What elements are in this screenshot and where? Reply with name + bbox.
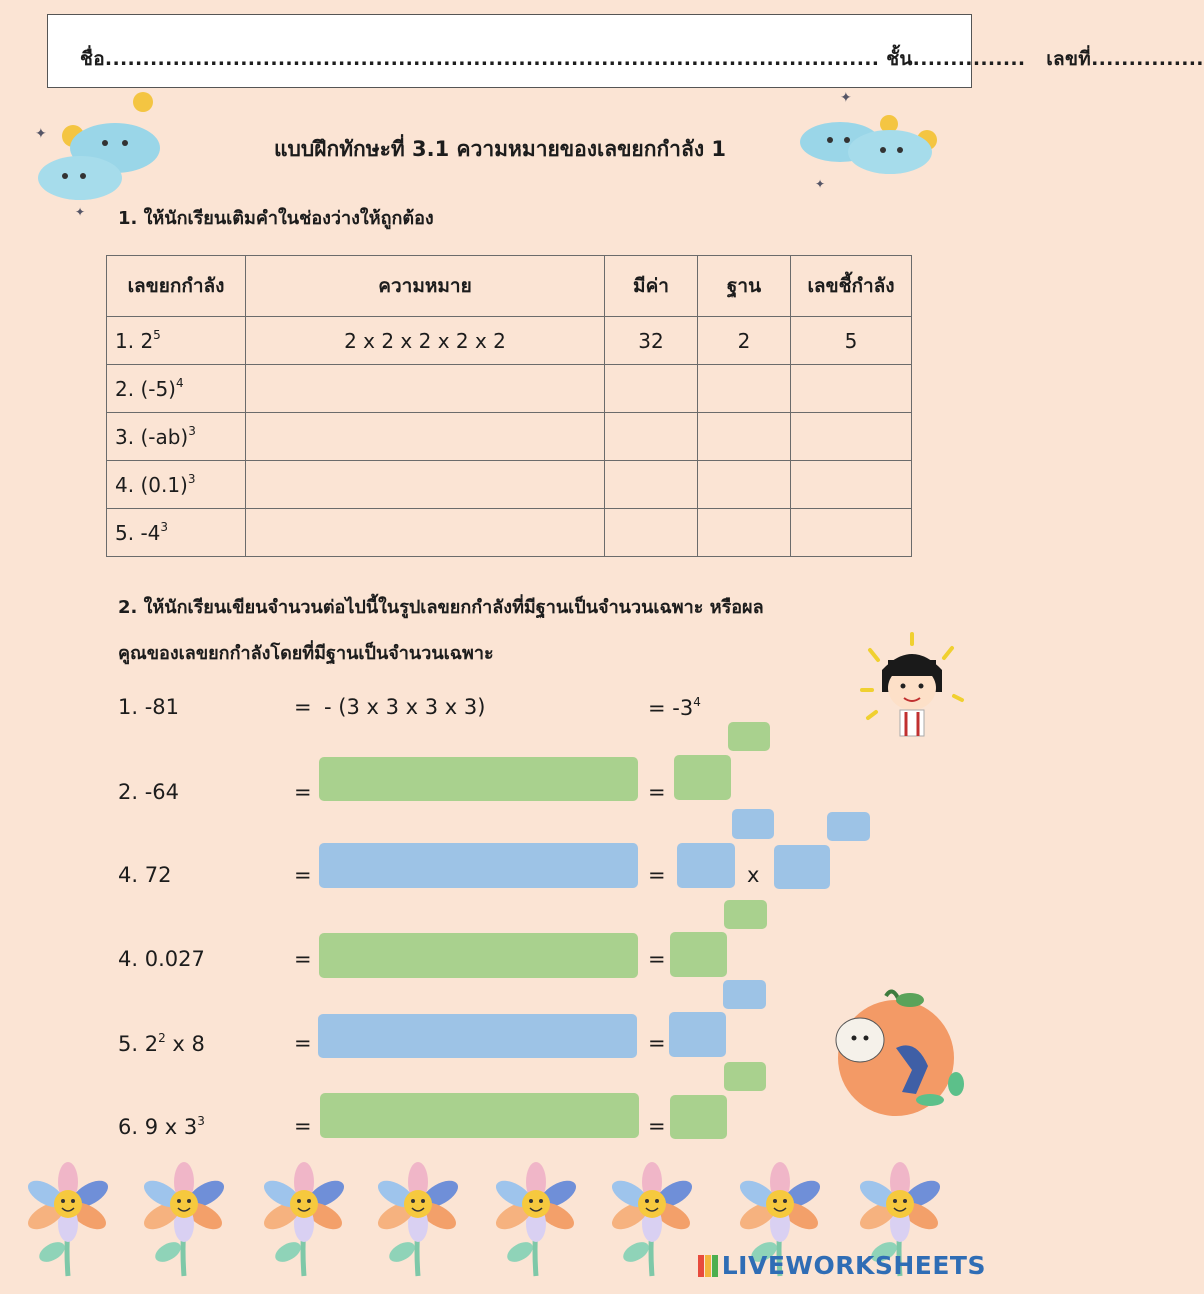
col-header-power: เลขยกกำลัง (107, 256, 246, 317)
example-answer: = $-3^4$ (648, 695, 701, 720)
girl-sticker (858, 630, 966, 740)
expansion-input[interactable] (318, 1014, 637, 1058)
equals-sign: = (294, 1114, 312, 1138)
base-cell: 2 (698, 317, 791, 365)
equals-sign: = (294, 1031, 312, 1055)
svg-text:✦: ✦ (35, 126, 47, 142)
table-row (107, 413, 912, 461)
base-input-cell[interactable] (698, 365, 791, 413)
col-header-exponent: เลขชี้กำลัง (791, 256, 912, 317)
table-row (107, 365, 912, 413)
exponent-input[interactable] (724, 1062, 766, 1091)
value-input-cell[interactable] (605, 413, 698, 461)
base-input-2[interactable] (774, 845, 830, 889)
liveworksheets-logo: LIVEWORKSHEETS (698, 1251, 986, 1280)
equals-sign: = (294, 947, 312, 971)
power-cell: 1. $2^5$ (107, 317, 246, 365)
table-row (107, 461, 912, 509)
equals-sign: = (648, 1031, 666, 1055)
svg-text:✦: ✦ (840, 90, 852, 106)
equals-sign: = (648, 947, 666, 971)
meaning-input-cell[interactable] (246, 509, 605, 557)
section2-instruction-line2: คูณของเลขยกกำลังโดยที่มีฐานเป็นจำนวนเฉพาะ (118, 643, 494, 664)
base-input[interactable] (674, 755, 731, 800)
class-label: ชั้น (886, 48, 913, 70)
value-input-cell[interactable] (605, 461, 698, 509)
svg-text:✦: ✦ (75, 205, 86, 219)
section2-instruction-line1: 2. ให้นักเรียนเขียนจำนวนต่อไปนี้ในรูปเลขยกกำลังที่มีฐานเป็นจำนวนเฉพาะ หรือผล (118, 597, 764, 618)
example-equals: = (294, 695, 312, 719)
exponent-input[interactable] (728, 722, 770, 751)
exponent-input-2[interactable] (827, 812, 870, 841)
table-row (107, 317, 912, 365)
item-label: 2. -64 (118, 780, 180, 804)
exponent-input-cell[interactable] (791, 413, 912, 461)
table-header-row (107, 256, 912, 317)
equals-sign: = (294, 780, 312, 804)
example-label: 1. -81 (118, 695, 180, 719)
item-label: 5. $2^2$ x 8 (118, 1031, 205, 1056)
exponent-input[interactable] (724, 900, 767, 929)
meaning-cell: 2 x 2 x 2 x 2 x 2 (246, 317, 605, 365)
item-label: 4. 0.027 (118, 947, 205, 971)
power-cell: 3. $(-ab)^3$ (107, 413, 246, 461)
name-dots: ....................................................................................................... (104, 48, 880, 70)
base-input-cell[interactable] (698, 509, 791, 557)
expansion-input[interactable] (319, 933, 638, 978)
worksheet-title: แบบฝึกทักษะที่ 3.1 ความหมายของเลขยกกำลัง 1 (273, 137, 726, 161)
meaning-input-cell[interactable] (246, 365, 605, 413)
number-dots: ............... (1091, 48, 1204, 70)
exponent-input[interactable] (723, 980, 766, 1009)
number-label: เลขที่ (1046, 48, 1092, 70)
table-row (107, 509, 912, 557)
section1-instruction: 1. ให้นักเรียนเติมคำในช่องว่างให้ถูกต้อง (118, 208, 434, 229)
equals-sign: = (294, 863, 312, 887)
svg-text:✦: ✦ (815, 177, 826, 191)
base-input[interactable] (677, 843, 735, 888)
base-input-cell[interactable] (698, 461, 791, 509)
name-label: ชื่อ (80, 48, 105, 70)
equals-sign: = (648, 780, 666, 804)
base-input[interactable] (670, 932, 727, 977)
base-input[interactable] (670, 1095, 727, 1139)
exponent-input[interactable] (732, 809, 774, 839)
power-cell: 4. $(0.1)^3$ (107, 461, 246, 509)
power-cell: 2. $(-5)^4$ (107, 365, 246, 413)
value-input-cell[interactable] (605, 509, 698, 557)
meaning-input-cell[interactable] (246, 413, 605, 461)
equals-sign: = (648, 1114, 666, 1138)
col-header-value: มีค่า (605, 256, 698, 317)
exponent-cell: 5 (791, 317, 912, 365)
value-input-cell[interactable] (605, 365, 698, 413)
orange-bear-sticker (832, 988, 970, 1124)
expansion-input[interactable] (319, 843, 638, 888)
base-input-cell[interactable] (698, 413, 791, 461)
base-input[interactable] (669, 1012, 726, 1057)
class-dots: ............... (912, 48, 1026, 70)
value-cell: 32 (605, 317, 698, 365)
exponent-input-cell[interactable] (791, 509, 912, 557)
exponent-input-cell[interactable] (791, 365, 912, 413)
exponent-table (106, 255, 912, 557)
equals-sign: = (648, 863, 666, 887)
example-expansion: - (3 x 3 x 3 x 3) (324, 695, 486, 719)
times-sign: x (747, 863, 760, 887)
expansion-input[interactable] (320, 1093, 639, 1138)
col-header-meaning: ความหมาย (246, 256, 605, 317)
power-cell: 5. $-4^3$ (107, 509, 246, 557)
col-header-base: ฐาน (698, 256, 791, 317)
item-label: 4. 72 (118, 863, 172, 887)
expansion-input[interactable] (319, 757, 638, 801)
liveworksheets-icon (698, 1255, 718, 1277)
exponent-input-cell[interactable] (791, 461, 912, 509)
meaning-input-cell[interactable] (246, 461, 605, 509)
student-info-line (80, 44, 1204, 74)
item-label: 6. 9 x $3^3$ (118, 1114, 205, 1139)
